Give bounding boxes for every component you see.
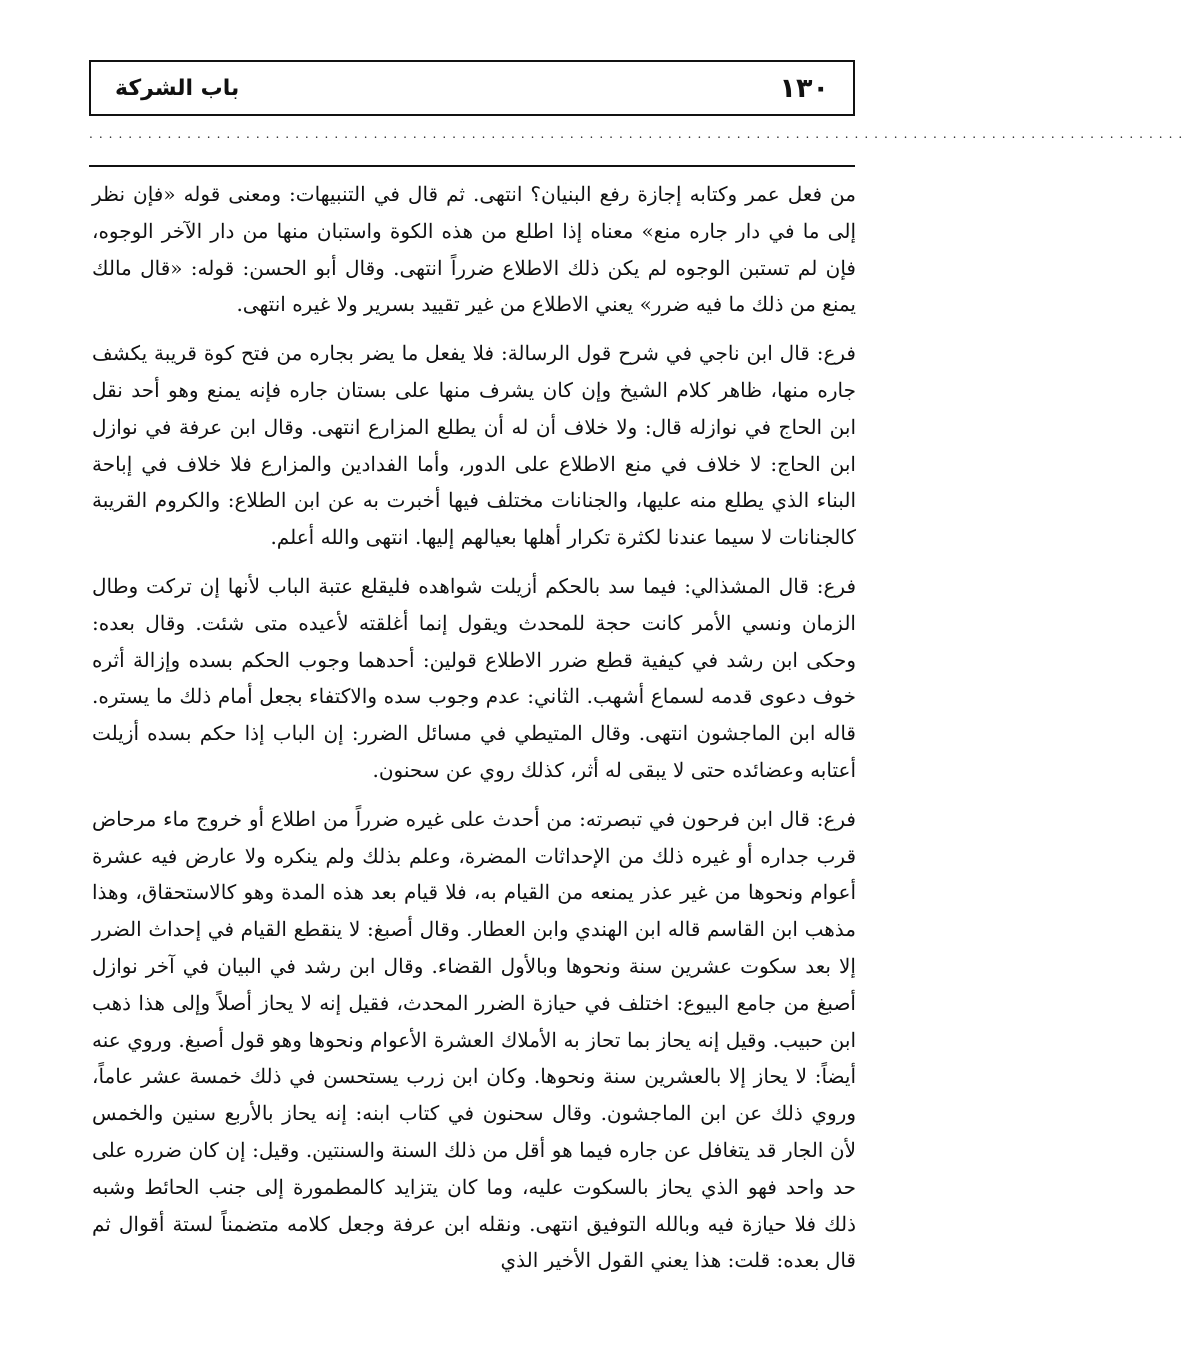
- chapter-title: باب الشركة: [115, 75, 240, 101]
- page-number: ١٣٠: [779, 72, 829, 104]
- page-header: [89, 60, 855, 116]
- horizontal-rule: [89, 165, 855, 167]
- paragraph: فرع: قال المشذالي: فيما سد بالحكم أزيلت شواهده فليقلع عتبة الباب لأنها إن تركت وطال الزمان ونسي الأمر كانت حجة للمحدث ويقول إنما أغلقته لأعيده متى شئت. وقال بعده: وحكى ابن رشد في كيفية قطع ضرر الاطلاع قولين: أحدهما وجوب الحكم بسده وإزالة أثره خوف دعوى قدمه لسماع أشهب. الثاني: عدم وجوب سده والاكتفاء بجعل أمام ذلك ما يستره. قاله ابن الماجشون انتهى. وقال المتيطي في مسائل الضرر: إن الباب إذا حكم بسده أزيلت أعتابه وعضائده حتى لا يبقى له أثر، كذلك روي عن سحنون.: [92, 573, 856, 782]
- paragraph: فرع: قال ابن فرحون في تبصرته: من أحدث على غيره ضرراً من اطلاع أو خروج ماء مرحاض قرب جداره أو غيره ذلك من الإحداثات المضرة، وعلم بذلك ولم ينكره ولا عارض فيه عشرة أعوام ونحوها من غير عذر يمنعه من القيام به، فلا قيام بعد هذه المدة وهو كالاستحقاق، وهذا مذهب ابن القاسم قاله ابن الهندي وابن العطار. وقال أصبغ: لا ينقطع القيام في إحداث الضرر إلا بعد سكوت عشرين سنة ونحوها وبالأول القضاء. وقال ابن رشد في البيان في آخر نوازل أصبغ من جامع البيوع: اختلف في حيازة الضرر المحدث، فقيل إنه لا يحاز أصلاً وإلى هذا ذهب ابن حبيب. وقيل إنه يحاز بما تحاز به الأملاك العشرة الأعوام ونحوها وهو قول أصبغ. وروي عنه أيضاً: لا يحاز إلا بالعشرين سنة ونحوها. وكان ابن زرب يستحسن في ذلك خمسة عشر عاماً، وروي ذلك عن ابن الماجشون. وقال سحنون في كتاب ابنه: إنه يحاز بالأربع سنين والخمس لأن الجار قد يتغافل عن جاره فيما هو أقل من ذلك السنة والسنتين. وقيل: إن كان ضرره على حد واحد فهو الذي يحاز بالسكوت عليه، وما كان يتزايد كالمطمورة إلى جنب الحائط وشبه ذلك فلا حيازة فيه وبالله التوفيق انتهى. ونقله ابن عرفة وجعل كلامه متضمناً لستة أقوال ثم قال بعده: قلت: هذا يعني القول الأخير الذي: [92, 806, 856, 1273]
- paragraph: من فعل عمر وكتابه إجازة رفع البنيان؟ انتهى. ثم قال في التنبيهات: ومعنى قوله «فإن نظر إلى ما في دار جاره منع» معناه إذا اطلع من هذه الكوة واستبان منها من دار الآخر الوجوه، فإن لم تستبن الوجوه لم يكن ذلك الاطلاع ضرراً انتهى. وقال أبو الحسن: قوله: «قال مالك يمنع من ذلك ما فيه ضرر» يعني الاطلاع من غير تقييد بسرير ولا غيره انتهى.: [92, 182, 856, 317]
- paragraph: فرع: قال ابن ناجي في شرح قول الرسالة: فلا يفعل ما يضر بجاره من فتح كوة قريبة يكشف جاره منها، ظاهر كلام الشيخ وإن كان يشرف منها على بستان جاره فإنه يمنع وهو أحد نقل ابن الحاج في نوازله قال: ولا خلاف أن له أن يطلع المزارع انتهى. وقال ابن عرفة في نوازل ابن الحاج: لا خلاف في منع الاطلاع على الدور، وأما الفدادين والمزارع فلا خلاف في إباحة البناء الذي يطلع منه عليها، والجنانات مختلف فيها أخبرت به عن ابن الطلاع: والكروم القريبة كالجنانات لا سيما عندنا لكثرة تكرار أهلها بعيالهم إليها. انتهى والله أعلم.: [92, 341, 857, 550]
- dotted-separator: ................................................................................................................: [89, 127, 1188, 141]
- body-text: [92, 176, 856, 1279]
